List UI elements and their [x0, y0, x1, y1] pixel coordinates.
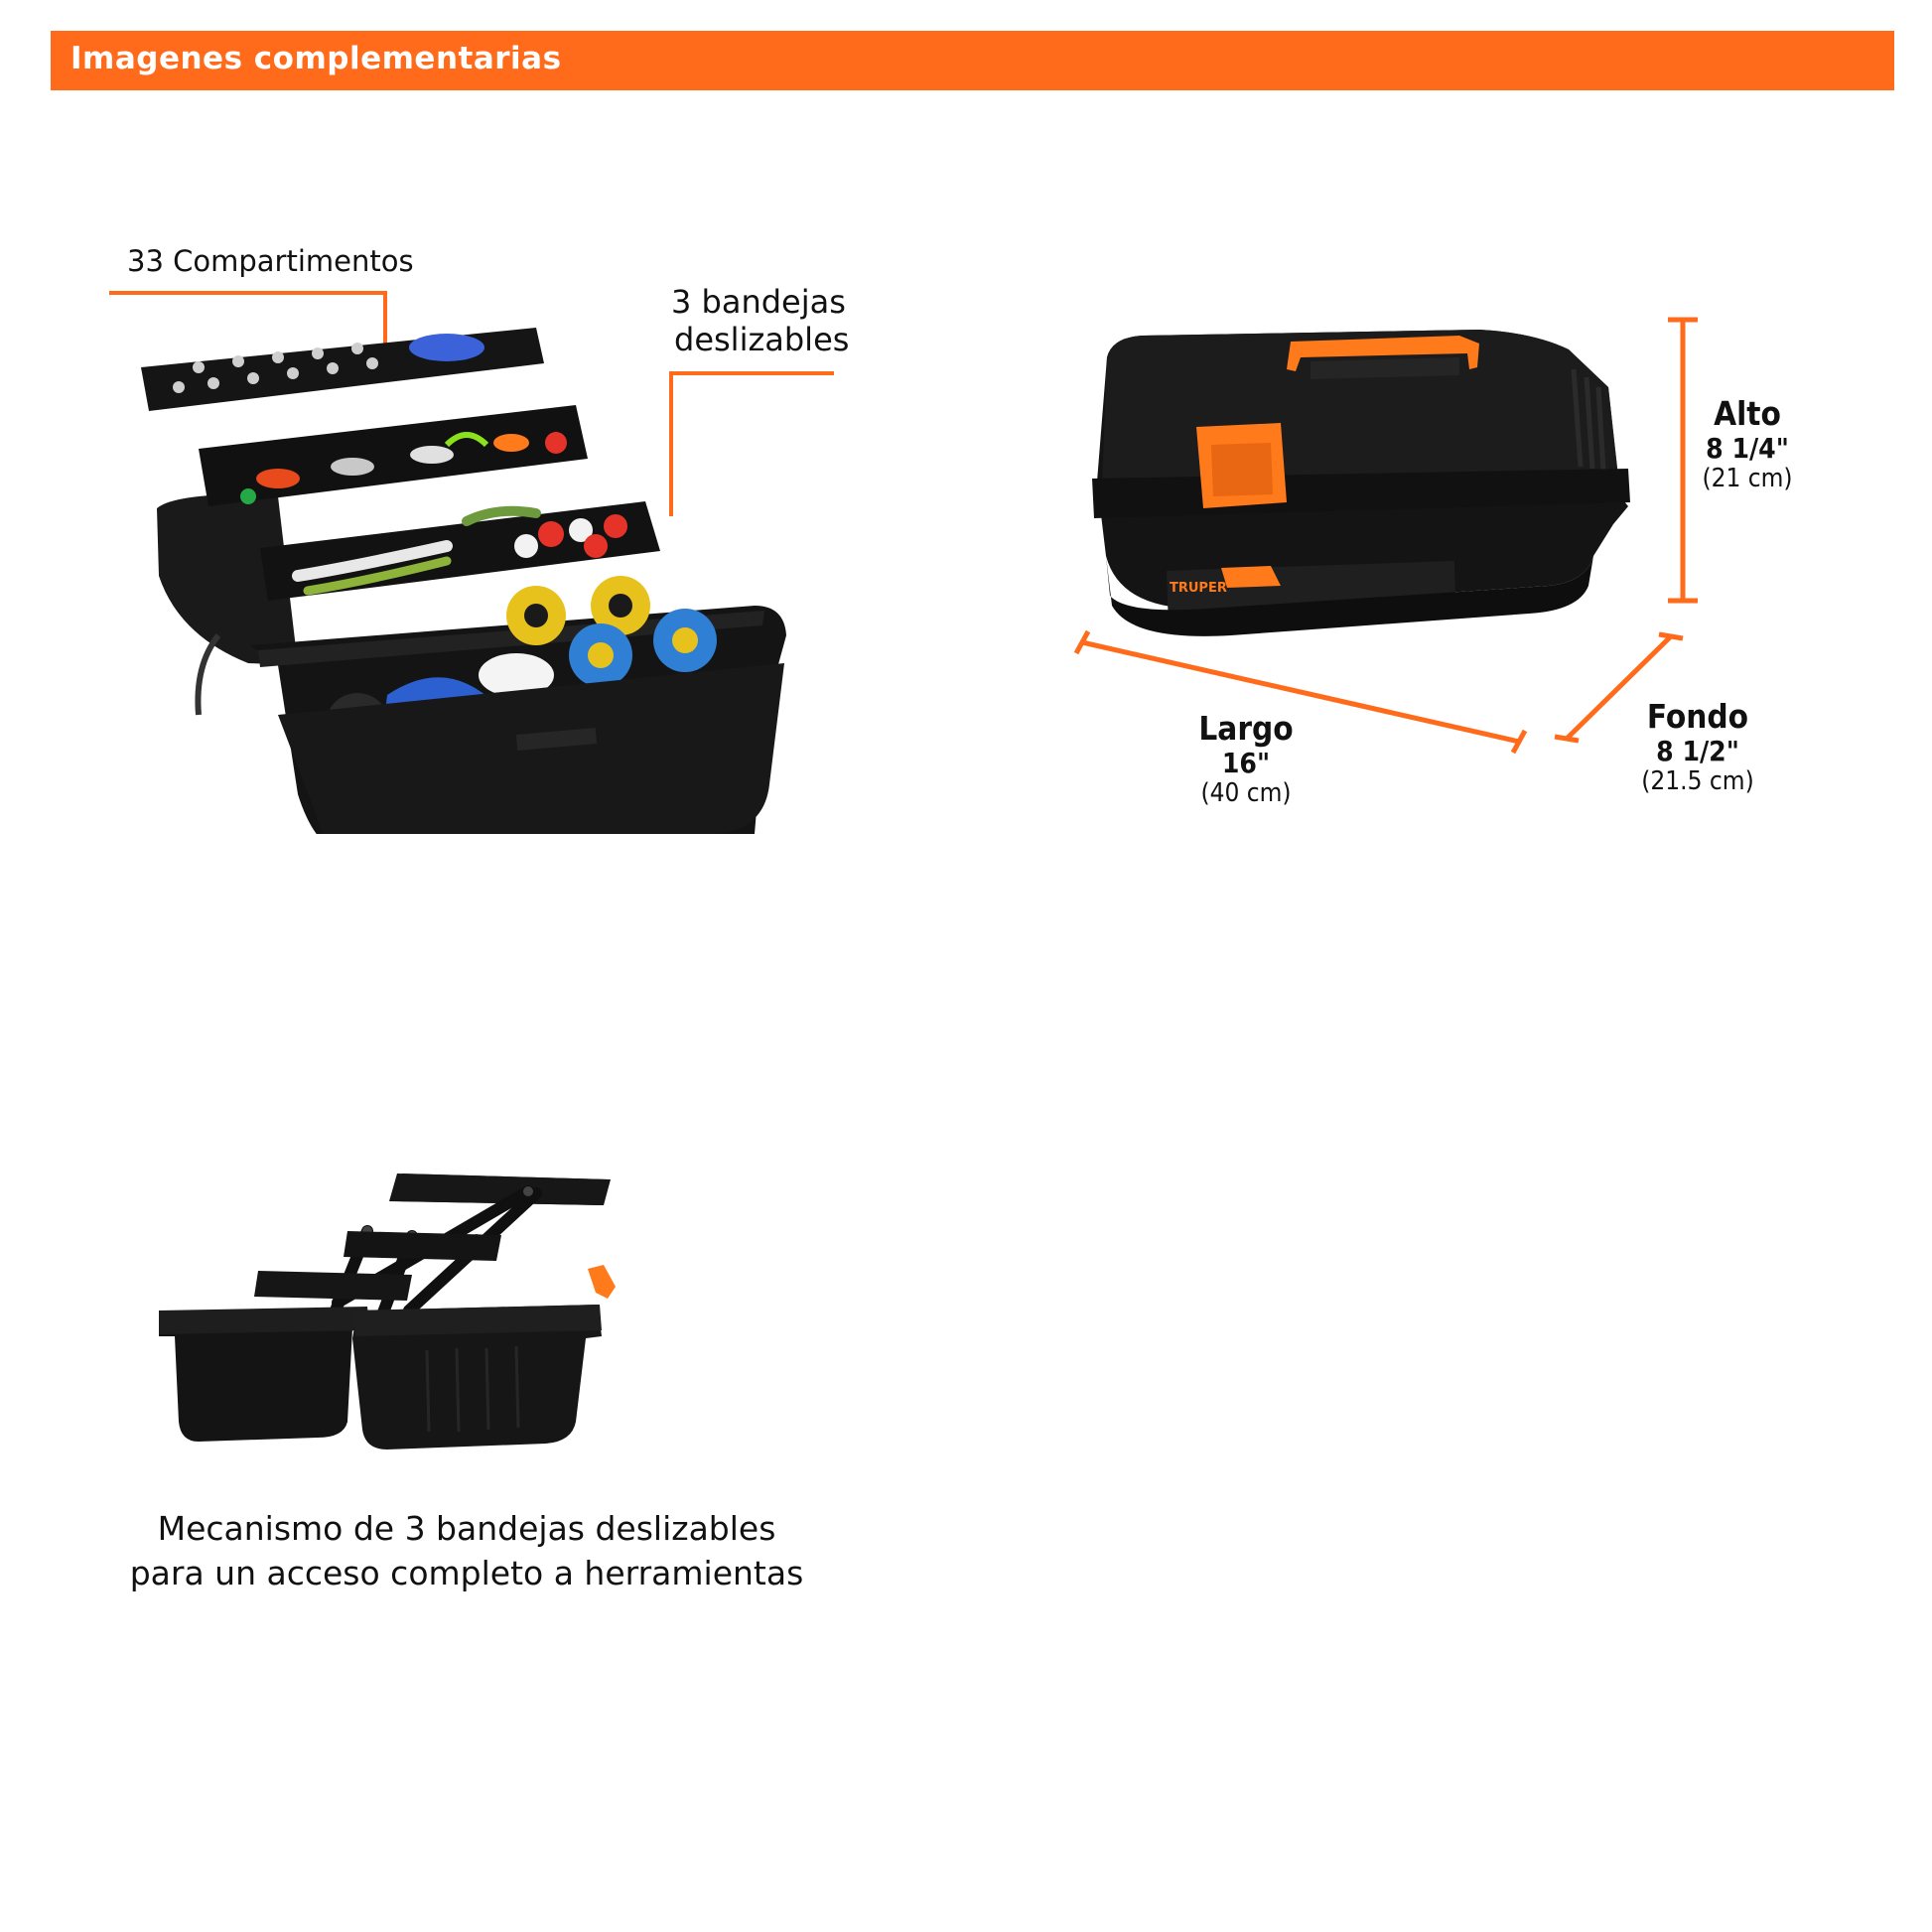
callout-trays-line1: 3 bandejas	[671, 283, 846, 321]
alto-inches: 8 1/4"	[1706, 431, 1789, 465]
dimension-largo	[1172, 710, 1320, 809]
largo-cm: (40 cm)	[1200, 778, 1292, 809]
callout-compartments-label: 33 Compartimentos	[127, 244, 414, 278]
section-title: Imagenes complementarias	[70, 41, 562, 76]
closed-tackle-box-image	[993, 258, 1932, 854]
open-tackle-box-image	[0, 199, 854, 834]
dimension-alto	[1678, 395, 1817, 494]
fondo-title: Fondo	[1646, 697, 1749, 736]
caption-line1: Mecanismo de 3 bandejas deslizables	[157, 1509, 776, 1548]
section-header	[51, 31, 1894, 90]
dimension-fondo	[1618, 698, 1777, 797]
largo-title: Largo	[1198, 709, 1294, 748]
callout-trays-line2: deslizables	[674, 321, 850, 359]
brand-label: TRUPER	[1170, 581, 1227, 596]
largo-inches: 16"	[1221, 746, 1271, 779]
caption-line2: para un acceso completo a herramientas	[129, 1553, 804, 1592]
alto-cm: (21 cm)	[1702, 464, 1793, 494]
fondo-inches: 8 1/2"	[1656, 734, 1739, 767]
fondo-cm: (21.5 cm)	[1641, 766, 1754, 797]
tray-mechanism-image	[159, 1162, 715, 1459]
alto-title: Alto	[1714, 394, 1781, 433]
mechanism-caption	[129, 1507, 804, 1595]
